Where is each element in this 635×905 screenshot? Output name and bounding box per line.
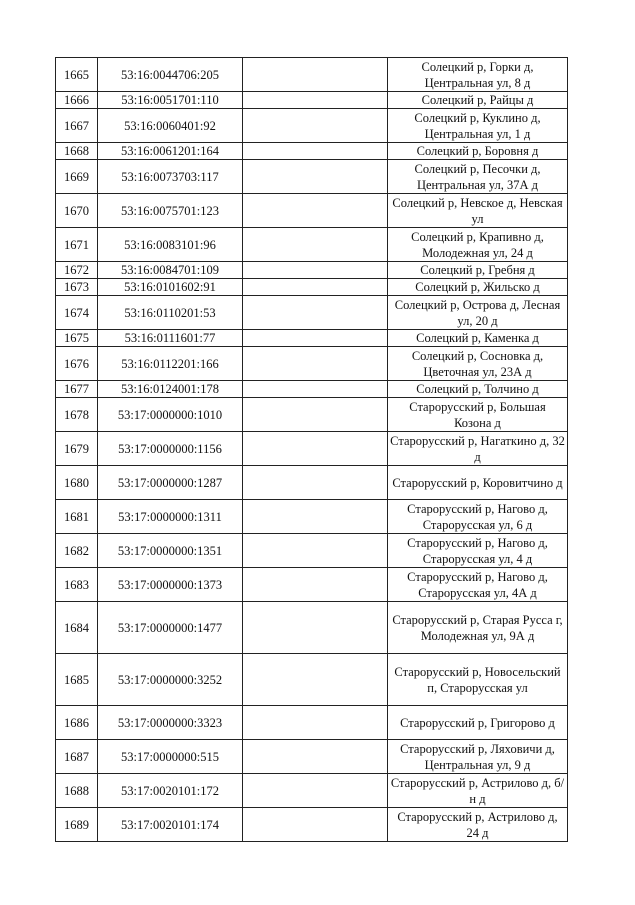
empty-cell: [243, 381, 388, 398]
table-row: [56, 228, 568, 262]
empty-cell: [243, 740, 388, 774]
empty-cell: [243, 296, 388, 330]
table-row: [56, 534, 568, 568]
empty-cell: [243, 534, 388, 568]
row-number-cell: 1673: [56, 279, 98, 296]
address-cell: Старорусский р, Большая Козона д: [388, 398, 568, 432]
empty-cell: [243, 432, 388, 466]
row-number-cell: 1681: [56, 500, 98, 534]
address-cell: Солецкий р, Песочки д, Центральная ул, 37А д: [388, 160, 568, 194]
cadastral-number-cell: 53:16:0075701:123: [98, 194, 243, 228]
row-number-cell: 1670: [56, 194, 98, 228]
empty-cell: [243, 602, 388, 654]
table-row: [56, 432, 568, 466]
table-row: [56, 706, 568, 740]
registry-table: [55, 57, 568, 842]
cadastral-number-cell: 53:17:0000000:515: [98, 740, 243, 774]
table-row: [56, 279, 568, 296]
address-cell: Солецкий р, Горки д, Центральная ул, 8 д: [388, 58, 568, 92]
cadastral-number-cell: 53:17:0020101:174: [98, 808, 243, 842]
table-row: [56, 568, 568, 602]
cadastral-number-cell: 53:16:0111601:77: [98, 330, 243, 347]
address-cell: Старорусский р, Ляховичи д, Центральная ул, 9 д: [388, 740, 568, 774]
cadastral-number-cell: 53:17:0000000:1010: [98, 398, 243, 432]
cadastral-number-cell: 53:17:0000000:1287: [98, 466, 243, 500]
address-cell: Солецкий р, Райцы д: [388, 92, 568, 109]
row-number-cell: 1680: [56, 466, 98, 500]
cadastral-number-cell: 53:17:0000000:1156: [98, 432, 243, 466]
cadastral-number-cell: 53:17:0000000:1311: [98, 500, 243, 534]
table-row: [56, 109, 568, 143]
row-number-cell: 1679: [56, 432, 98, 466]
address-cell: Солецкий р, Острова д, Лесная ул, 20 д: [388, 296, 568, 330]
table-row: [56, 296, 568, 330]
table-row: [56, 330, 568, 347]
table-row: [56, 466, 568, 500]
empty-cell: [243, 466, 388, 500]
table-row: [56, 92, 568, 109]
row-number-cell: 1686: [56, 706, 98, 740]
row-number-cell: 1666: [56, 92, 98, 109]
empty-cell: [243, 398, 388, 432]
cadastral-number-cell: 53:17:0000000:3323: [98, 706, 243, 740]
address-cell: Солецкий р, Куклино д, Центральная ул, 1 д: [388, 109, 568, 143]
row-number-cell: 1672: [56, 262, 98, 279]
address-cell: Старорусский р, Нагово д, Старорусская ул, 4 д: [388, 534, 568, 568]
empty-cell: [243, 58, 388, 92]
address-cell: Солецкий р, Крапивно д, Молодежная ул, 24 д: [388, 228, 568, 262]
row-number-cell: 1689: [56, 808, 98, 842]
cadastral-number-cell: 53:16:0110201:53: [98, 296, 243, 330]
address-cell: Старорусский р, Нагово д, Старорусская ул, 6 д: [388, 500, 568, 534]
address-cell: Старорусский р, Астрилово д, 24 д: [388, 808, 568, 842]
cadastral-number-cell: 53:17:0000000:3252: [98, 654, 243, 706]
table-row: [56, 774, 568, 808]
cadastral-number-cell: 53:17:0000000:1477: [98, 602, 243, 654]
empty-cell: [243, 143, 388, 160]
registry-table-body: [56, 58, 568, 842]
address-cell: Солецкий р, Боровня д: [388, 143, 568, 160]
cadastral-number-cell: 53:16:0124001:178: [98, 381, 243, 398]
row-number-cell: 1688: [56, 774, 98, 808]
row-number-cell: 1677: [56, 381, 98, 398]
table-row: [56, 602, 568, 654]
address-cell: Солецкий р, Невское д, Невская ул: [388, 194, 568, 228]
address-cell: Старорусский р, Старая Русса г, Молодежная ул, 9А д: [388, 602, 568, 654]
address-cell: Солецкий р, Сосновка д, Цветочная ул, 23А д: [388, 347, 568, 381]
row-number-cell: 1678: [56, 398, 98, 432]
empty-cell: [243, 706, 388, 740]
row-number-cell: 1674: [56, 296, 98, 330]
empty-cell: [243, 109, 388, 143]
row-number-cell: 1665: [56, 58, 98, 92]
empty-cell: [243, 330, 388, 347]
address-cell: Старорусский р, Нагово д, Старорусская ул, 4А д: [388, 568, 568, 602]
address-cell: Старорусский р, Григорово д: [388, 706, 568, 740]
cadastral-number-cell: 53:17:0000000:1351: [98, 534, 243, 568]
address-cell: Солецкий р, Толчино д: [388, 381, 568, 398]
address-cell: Старорусский р, Коровитчино д: [388, 466, 568, 500]
table-row: [56, 160, 568, 194]
table-row: [56, 347, 568, 381]
row-number-cell: 1669: [56, 160, 98, 194]
table-row: [56, 143, 568, 160]
row-number-cell: 1682: [56, 534, 98, 568]
cadastral-number-cell: 53:16:0044706:205: [98, 58, 243, 92]
row-number-cell: 1687: [56, 740, 98, 774]
empty-cell: [243, 500, 388, 534]
address-cell: Старорусский р, Астрилово д, б/н д: [388, 774, 568, 808]
cadastral-number-cell: 53:16:0061201:164: [98, 143, 243, 160]
table-row: [56, 808, 568, 842]
cadastral-number-cell: 53:17:0000000:1373: [98, 568, 243, 602]
empty-cell: [243, 347, 388, 381]
address-cell: Солецкий р, Каменка д: [388, 330, 568, 347]
empty-cell: [243, 279, 388, 296]
cadastral-number-cell: 53:16:0060401:92: [98, 109, 243, 143]
row-number-cell: 1667: [56, 109, 98, 143]
table-row: [56, 500, 568, 534]
cadastral-number-cell: 53:16:0084701:109: [98, 262, 243, 279]
cadastral-number-cell: 53:16:0083101:96: [98, 228, 243, 262]
row-number-cell: 1676: [56, 347, 98, 381]
table-row: [56, 654, 568, 706]
address-cell: Солецкий р, Гребня д: [388, 262, 568, 279]
empty-cell: [243, 228, 388, 262]
table-row: [56, 58, 568, 92]
cadastral-number-cell: 53:16:0051701:110: [98, 92, 243, 109]
empty-cell: [243, 160, 388, 194]
empty-cell: [243, 774, 388, 808]
table-row: [56, 740, 568, 774]
row-number-cell: 1668: [56, 143, 98, 160]
empty-cell: [243, 262, 388, 279]
empty-cell: [243, 654, 388, 706]
empty-cell: [243, 194, 388, 228]
table-row: [56, 381, 568, 398]
row-number-cell: 1671: [56, 228, 98, 262]
cadastral-number-cell: 53:16:0112201:166: [98, 347, 243, 381]
address-cell: Старорусский р, Нагаткино д, 32 д: [388, 432, 568, 466]
row-number-cell: 1675: [56, 330, 98, 347]
row-number-cell: 1683: [56, 568, 98, 602]
address-cell: Старорусский р, Новосельский п, Старорусская ул: [388, 654, 568, 706]
row-number-cell: 1685: [56, 654, 98, 706]
empty-cell: [243, 92, 388, 109]
address-cell: Солецкий р, Жильско д: [388, 279, 568, 296]
row-number-cell: 1684: [56, 602, 98, 654]
table-row: [56, 194, 568, 228]
cadastral-number-cell: 53:16:0073703:117: [98, 160, 243, 194]
table-row: [56, 262, 568, 279]
empty-cell: [243, 808, 388, 842]
table-row: [56, 398, 568, 432]
cadastral-number-cell: 53:17:0020101:172: [98, 774, 243, 808]
empty-cell: [243, 568, 388, 602]
cadastral-number-cell: 53:16:0101602:91: [98, 279, 243, 296]
